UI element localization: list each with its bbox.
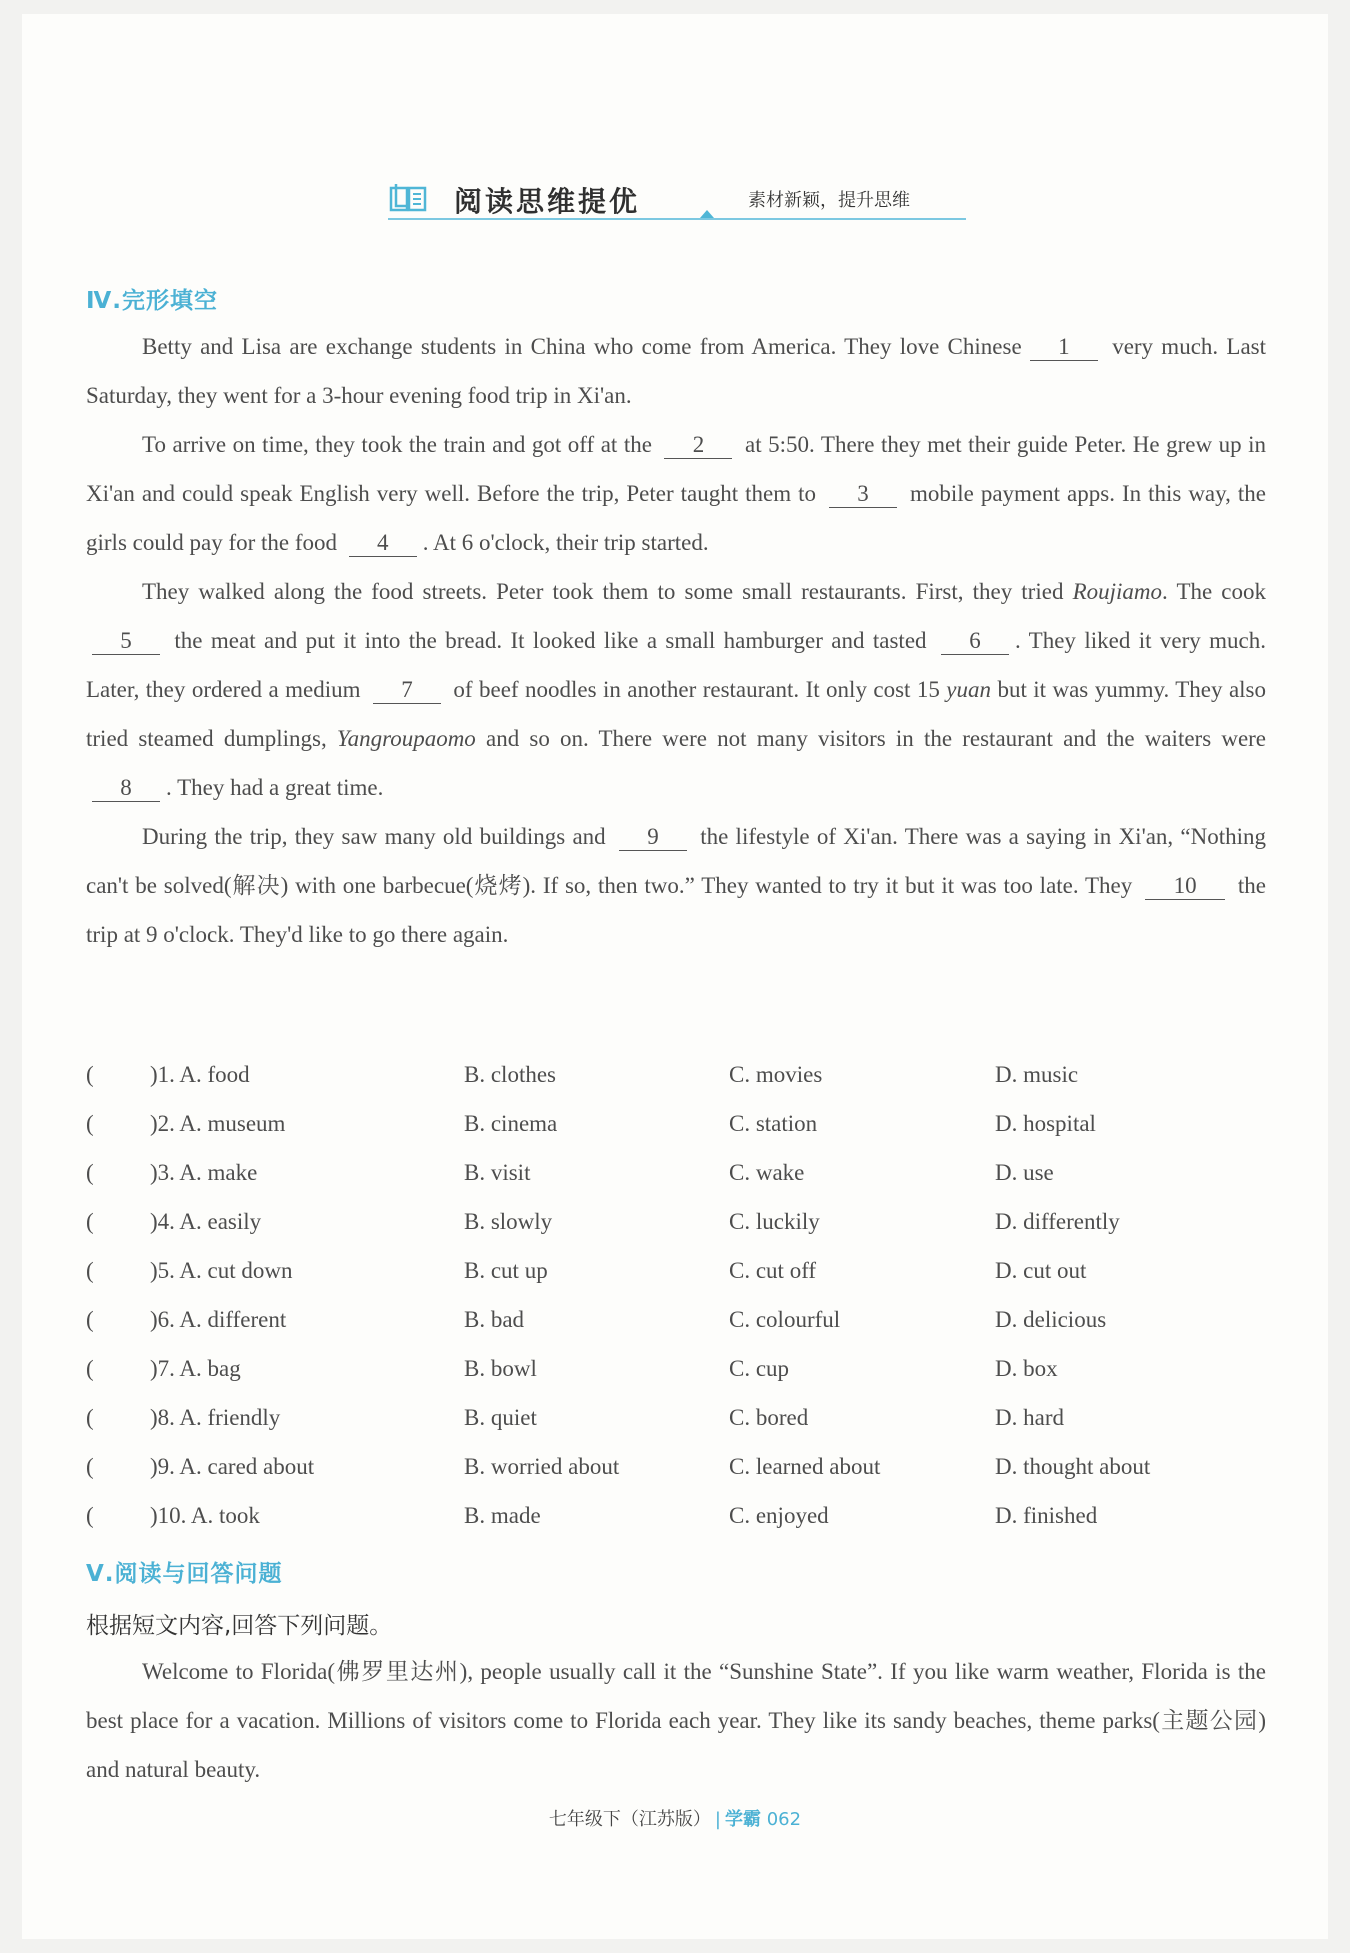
blank-9: 9 xyxy=(619,824,687,851)
section-banner xyxy=(388,180,966,220)
footer-grade: 七年级下（江苏版） xyxy=(548,1809,711,1830)
answer-slot[interactable]: ( xyxy=(86,1454,94,1479)
answer-slot[interactable]: ( xyxy=(86,1209,94,1234)
answer-slot[interactable]: ( xyxy=(86,1503,94,1528)
page-number: 062 xyxy=(766,1809,802,1830)
option-row: ( )2. A. museum B. cinema C. station D. hospital xyxy=(86,1111,1096,1136)
answer-slot[interactable]: ( xyxy=(86,1111,94,1136)
reading-passage xyxy=(86,1647,1266,1794)
answer-slot[interactable]: ( xyxy=(86,1405,94,1430)
paragraph-2: To arrive on time, they took the train and got off at the 2 at 5:50. There they met their guide Peter. He grew up in Xi'an and could speak English very well. Before the trip, Peter taught them to 3 mobile payment apps. In this way, the girls could pay for the food 4 . At 6 o'clock, their trip started. xyxy=(86,432,1267,555)
blank-1: 1 xyxy=(1030,334,1098,361)
section-5-instruction: 根据短文内容,回答下列问题。 xyxy=(86,1613,393,1639)
blank-2: 2 xyxy=(664,432,732,459)
option-row: ( )5. A. cut down B. cut up C. cut off D. cut out xyxy=(86,1258,1087,1283)
blank-3: 3 xyxy=(829,481,897,508)
option-row: ( )4. A. easily B. slowly C. luckily D. differently xyxy=(86,1209,1120,1234)
banner-underline xyxy=(388,218,966,220)
banner-subtitle: 素材新颖，提升思维 xyxy=(748,190,910,211)
banner-triangle-icon xyxy=(700,210,714,218)
options-list xyxy=(86,1062,1266,1552)
blank-4: 4 xyxy=(349,530,417,557)
footer-separator: | xyxy=(714,1809,721,1830)
reading-paragraph: Welcome to Florida(佛罗里达州), people usually call it the “Sunshine State”. If you like warm weather, Florida is the best place for a vacation. Millions of visitors come to Florida each year. They like its sandy beaches, theme parks(主题公园) and natural beauty. xyxy=(86,1659,1266,1782)
paragraph-1: Betty and Lisa are exchange students in China who come from America. They love Chinese 1 very much. Last Saturday, they went for a 3-hour evening food trip in Xi'an. xyxy=(86,334,1267,408)
section-4-heading: Ⅳ.完形填空 xyxy=(86,288,219,314)
section-5-heading: Ⅴ.阅读与回答问题 xyxy=(86,1561,283,1587)
blank-6: 6 xyxy=(941,628,1009,655)
page-footer xyxy=(0,1805,1350,1831)
answer-slot[interactable]: ( xyxy=(86,1062,94,1087)
answer-slot[interactable]: ( xyxy=(86,1307,94,1332)
option-row: ( )10. A. took B. made C. enjoyed D. finished xyxy=(86,1503,1098,1528)
option-row: ( )1. A. food B. clothes C. movies D. music xyxy=(86,1062,1079,1087)
option-row: ( )6. A. different B. bad C. colourful D. delicious xyxy=(86,1307,1107,1332)
paragraph-4: During the trip, they saw many old buildings and 9 the lifestyle of Xi'an. There was a saying in Xi'an, “Nothing can't be solved(解决) with one barbecue(烧烤). If so, then two.” They wanted to try it but it was too late. They 10 the trip at 9 o'clock. They'd like to go there again. xyxy=(86,824,1267,947)
answer-slot[interactable]: ( xyxy=(86,1356,94,1381)
option-row: ( )8. A. friendly B. quiet C. bored D. hard xyxy=(86,1405,1064,1430)
blank-8: 8 xyxy=(92,775,160,802)
footer-brand: 学霸 xyxy=(724,1809,761,1830)
blank-5: 5 xyxy=(92,628,160,655)
paragraph-3: They walked along the food streets. Peter took them to some small restaurants. First, they tried Roujiamo. The cook 5 the meat and put it into the bread. It looked like a small hamburger and tasted 6 . They liked it very much. Later, they ordered a medium 7 of beef noodles in another restaurant. It only cost 15 yuan but it was yummy. They also tried steamed dumplings, Yangroupaomo and so on. There were not many visitors in the restaurant and the waiters were 8 . They had a great time. xyxy=(86,579,1267,800)
answer-slot[interactable]: ( xyxy=(86,1258,94,1283)
blank-7: 7 xyxy=(373,677,441,704)
blank-10: 10 xyxy=(1145,873,1225,900)
answer-slot[interactable]: ( xyxy=(86,1160,94,1185)
option-row: ( )3. A. make B. visit C. wake D. use xyxy=(86,1160,1054,1185)
book-icon xyxy=(388,182,428,214)
option-row: ( )9. A. cared about B. worried about C. learned about D. thought about xyxy=(86,1454,1151,1479)
banner-title: 阅读思维提优 xyxy=(454,185,641,218)
option-row: ( )7. A. bag B. bowl C. cup D. box xyxy=(86,1356,1058,1381)
cloze-passage xyxy=(86,322,1266,959)
